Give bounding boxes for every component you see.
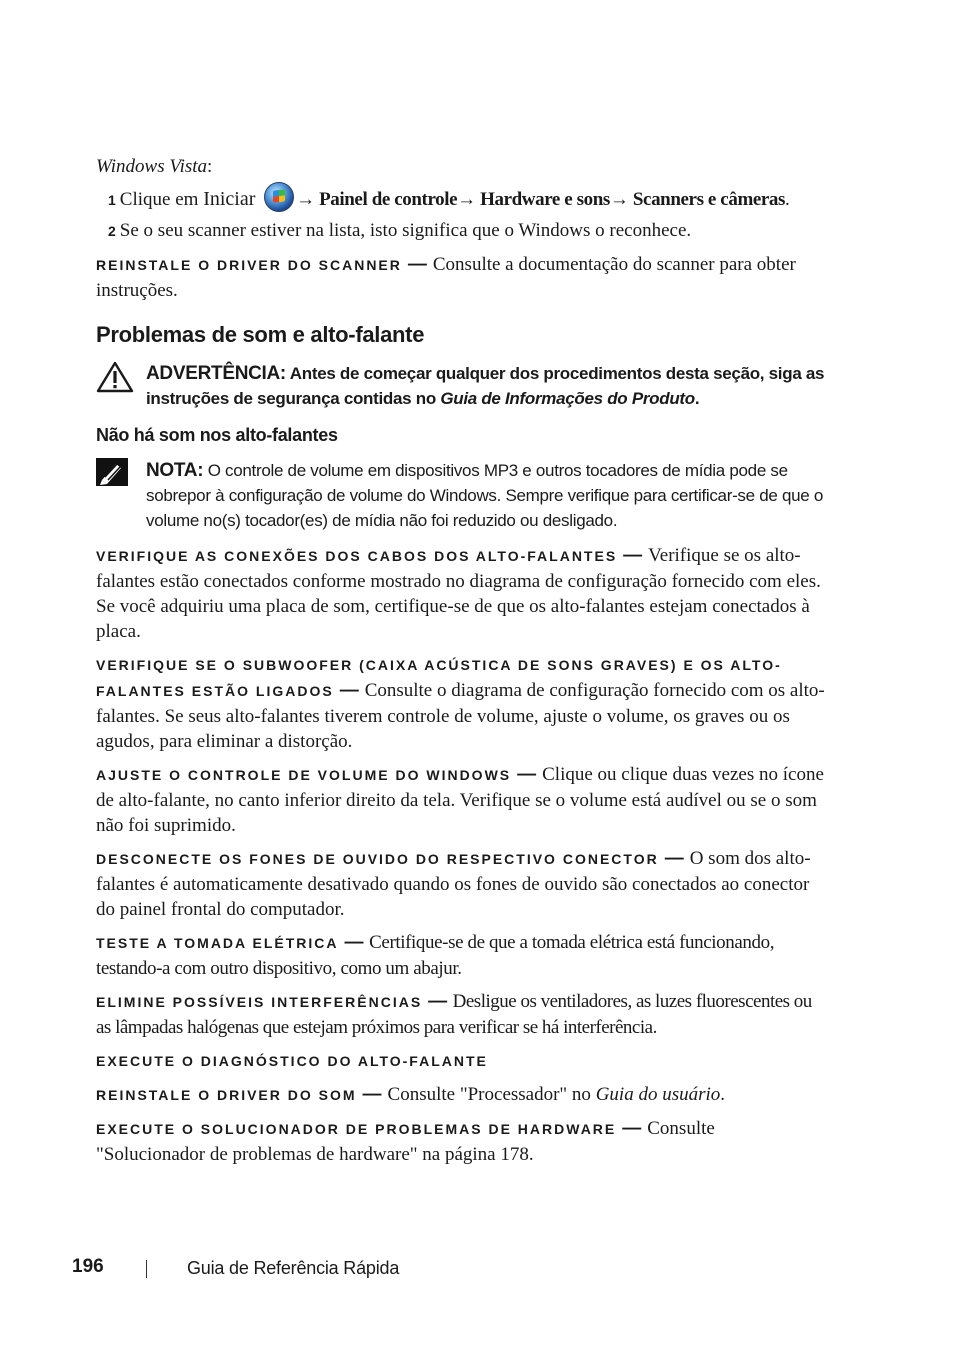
run-in-heading: DESCONECTE OS FONES DE OUVIDO DO RESPECTIVO CONECTOR bbox=[96, 851, 659, 867]
em-dash: — bbox=[664, 848, 684, 869]
run-in-heading: AJUSTE O CONTROLE DE VOLUME DO WINDOWS bbox=[96, 767, 512, 783]
em-dash: — bbox=[339, 680, 359, 701]
page-number: 196 bbox=[72, 1256, 104, 1277]
footer-divider bbox=[146, 1260, 147, 1278]
run-in-heading: REINSTALE O DRIVER DO SCANNER bbox=[96, 257, 402, 273]
troubleshoot-item bbox=[96, 543, 826, 644]
em-dash: — bbox=[517, 764, 537, 785]
menu-path: → Painel de controle→ Hardware e sons→ Scanners e câmeras bbox=[296, 189, 786, 210]
run-in-heading: REINSTALE O DRIVER DO SOM bbox=[96, 1087, 357, 1103]
paragraph-text: Verifique se os alto-falantes estão conectados conforme mostrado no diagrama de configuração fornecido com eles. Se você adquiriu uma placa de som, certifique-se de que os alto-falantes estejam conectados à placa. bbox=[96, 545, 821, 642]
note-pencil-icon bbox=[96, 458, 128, 493]
warning-text: Antes de começar qualquer dos procedimentos desta seção, siga as instruções de segurança contidas no bbox=[146, 364, 825, 408]
troubleshoot-item bbox=[96, 762, 826, 838]
troubleshoot-item bbox=[96, 652, 826, 754]
em-dash: — bbox=[407, 254, 427, 275]
paragraph-text: O som dos alto-falantes é automaticamente desativado quando os fones de ouvido são conectados ao conector do painel frontal do computador. bbox=[96, 848, 811, 920]
note-notice bbox=[96, 458, 826, 533]
troubleshoot-item bbox=[96, 846, 826, 922]
page-body bbox=[96, 152, 826, 1175]
page-footer bbox=[72, 1256, 400, 1278]
step-number: 1 bbox=[108, 192, 116, 208]
paragraph-text: Certifique-se de que a tomada elétrica está funcionando, testando-a com outro dispositivo, como um abajur. bbox=[96, 932, 775, 979]
footer-title: Guia de Referência Rápida bbox=[187, 1258, 400, 1278]
paragraph-text: Consulte "Processador" no bbox=[387, 1084, 596, 1105]
section-title: Problemas de som e alto-falante bbox=[96, 322, 425, 347]
troubleshoot-item bbox=[96, 989, 826, 1040]
em-dash: — bbox=[428, 991, 447, 1012]
warning-notice bbox=[96, 361, 826, 411]
run-in-heading: ELIMINE POSSÍVEIS INTERFERÊNCIAS bbox=[96, 994, 423, 1010]
em-dash: — bbox=[622, 1118, 642, 1139]
reinstall-scanner-paragraph bbox=[96, 252, 826, 303]
step-end: . bbox=[785, 189, 790, 210]
troubleshooter-item bbox=[96, 1116, 826, 1167]
os-name: Windows Vista bbox=[96, 156, 208, 177]
paragraph-text: Desligue os ventiladores, as luzes fluorescentes ou as lâmpadas halógenas que estejam próximos para verificar se há interferência. bbox=[96, 991, 812, 1038]
start-label: Iniciar bbox=[203, 188, 256, 210]
doc-title: Guia do usuário bbox=[595, 1084, 721, 1105]
diagnostic-item bbox=[96, 1048, 826, 1074]
em-dash: — bbox=[362, 1084, 382, 1105]
paragraph-text: Consulte o diagrama de configuração fornecido com os alto-falantes. Se seus alto-falantes tiverem controle de volume, ajuste o volume, os graves ou os agudos, para eliminar a distorção. bbox=[96, 680, 825, 752]
paragraph-text: Consulte "Solucionador de problemas de hardware" na página 178. bbox=[96, 1118, 715, 1165]
reinstall-sound-item bbox=[96, 1082, 826, 1108]
run-in-heading: EXECUTE O SOLUCIONADOR DE PROBLEMAS DE HARDWARE bbox=[96, 1121, 617, 1137]
os-colon: : bbox=[207, 156, 213, 177]
step-1 bbox=[96, 182, 826, 213]
paragraph-text: Consulte a documentação do scanner para obter instruções. bbox=[96, 254, 796, 301]
troubleshoot-item bbox=[96, 930, 826, 981]
step-text: Clique em bbox=[119, 189, 204, 210]
paragraph-end: . bbox=[720, 1084, 726, 1105]
note-text: O controle de volume em dispositivos MP3 e outros tocadores de mídia pode se sobrepor à configuração de volume do Windows. Sempre verifique para certificar-se de que o volume no(s) tocador(es) de mídia não foi reduzido ou desligado. bbox=[146, 461, 823, 530]
windows-vista-label bbox=[96, 154, 826, 179]
run-in-heading: TESTE A TOMADA ELÉTRICA bbox=[96, 935, 339, 951]
step-number: 2 bbox=[108, 223, 116, 239]
em-dash: — bbox=[344, 932, 364, 953]
step-text: Se o seu scanner estiver na lista, isto significa que o Windows o reconhece. bbox=[119, 220, 692, 241]
run-in-heading: VERIFIQUE SE O SUBWOOFER (CAIXA ACÚSTICA DE SONS GRAVES) E OS ALTO-FALANTES ESTÃO LIGADOS bbox=[96, 657, 782, 699]
windows-start-icon bbox=[264, 182, 294, 212]
run-in-heading: VERIFIQUE AS CONEXÕES DOS CABOS DOS ALTO-FALANTES bbox=[96, 548, 618, 564]
warning-end: . bbox=[694, 389, 700, 408]
warning-label: ADVERTÊNCIA: bbox=[146, 363, 286, 384]
run-in-heading: EXECUTE O DIAGNÓSTICO DO ALTO-FALANTE bbox=[96, 1053, 488, 1069]
em-dash: — bbox=[623, 545, 643, 566]
subsection-title: Não há som nos alto-falantes bbox=[96, 425, 338, 445]
warning-doc-title: Guia de Informações do Produto bbox=[440, 389, 695, 408]
note-label: NOTA: bbox=[146, 460, 204, 481]
step-2 bbox=[96, 218, 826, 244]
paragraph-text: Clique ou clique duas vezes no ícone de alto-falante, no canto inferior direito da tela. Verifique se o volume está audível ou se o som não foi suprimido. bbox=[96, 764, 824, 836]
warning-triangle-icon bbox=[96, 361, 134, 400]
